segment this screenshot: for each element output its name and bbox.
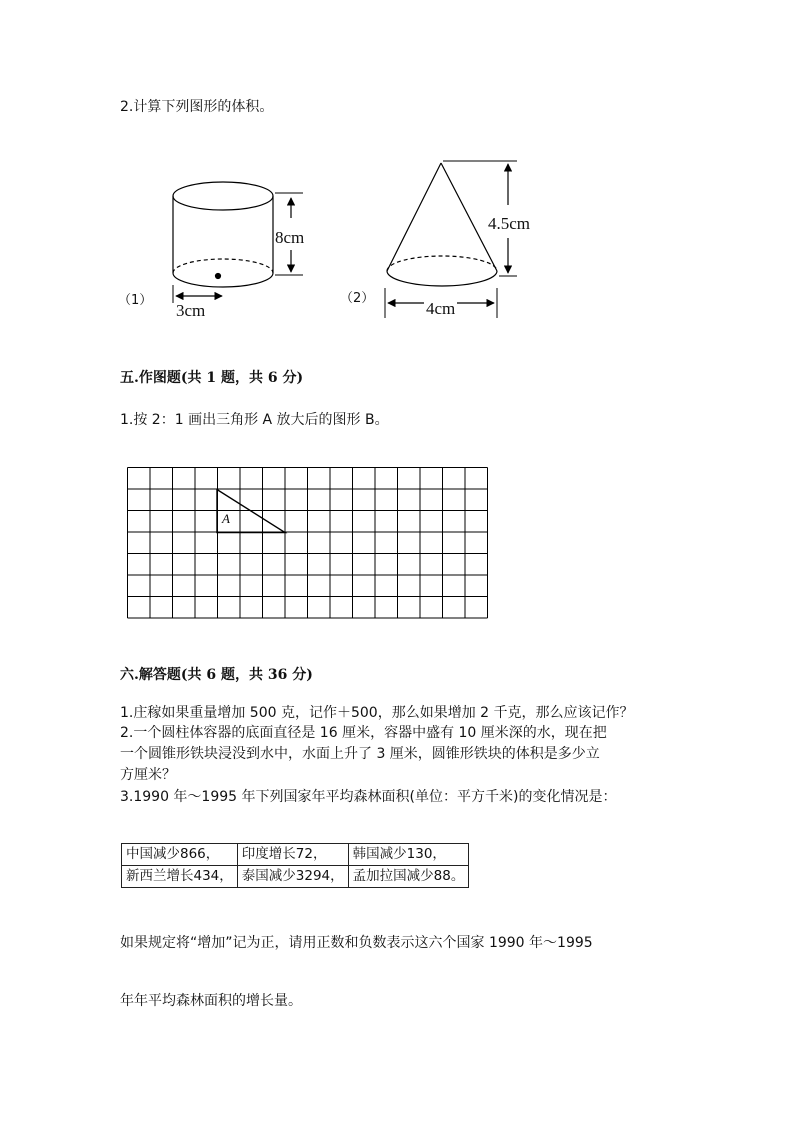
cylinder-radius-label: 3cm [176, 301, 206, 320]
section-6-question-2-line-2: 一个圆锥形铁块浸没到水中，水面上升了 3 厘米，圆锥形铁块的体积是多少立 [120, 746, 600, 762]
section-5-heading: 五.作图题(共 1 题，共 6 分) [120, 370, 304, 386]
section-6-question-3: 3.1990 年～1995 年下列国家年平均森林面积(单位：平方千米)的变化情况是： [120, 789, 617, 805]
table-cell: 中国减少866， [122, 844, 238, 866]
figure-1-number: （1） [118, 293, 153, 308]
table-cell: 泰国减少3294， [237, 866, 348, 888]
section-5-question-1: 1.按 2：1 画出三角形 A 放大后的图形 B。 [120, 412, 389, 428]
section-6-follow-line-2: 年年平均森林面积的增长量。 [120, 993, 302, 1009]
triangle-a-label: A [222, 511, 230, 526]
cone-diameter-label: 4cm [426, 299, 456, 318]
table-cell: 印度增长72， [237, 844, 348, 866]
cone-height-label: 4.5cm [488, 214, 531, 233]
table-cell: 新西兰增长434， [122, 866, 238, 888]
section-6-heading: 六.解答题(共 6 题，共 36 分) [120, 667, 313, 683]
section-6-question-2-line-1: 2.一个圆柱体容器的底面直径是 16 厘米，容器中盛有 10 厘米深的水，现在把 [120, 725, 607, 741]
table-row [122, 866, 469, 888]
table-cell: 孟加拉国减少88。 [348, 866, 469, 888]
section-6-question-2-line-3: 方厘米？ [120, 767, 176, 783]
table-cell: 韩国减少130， [348, 844, 469, 866]
figure-2-number: （2） [340, 291, 375, 306]
forest-area-table [121, 843, 469, 888]
table-row [122, 844, 469, 866]
cylinder-height-label: 8cm [275, 228, 305, 247]
question-2-title: 2.计算下列图形的体积。 [120, 99, 274, 115]
section-6-question-1: 1.庄稼如果重量增加 500 克，记作＋500，那么如果增加 2 千克，那么应该记作？ [120, 705, 634, 721]
section-6-follow-line-1: 如果规定将“增加”记为正，请用正数和负数表示这六个国家 1990 年～1995 [120, 935, 593, 951]
